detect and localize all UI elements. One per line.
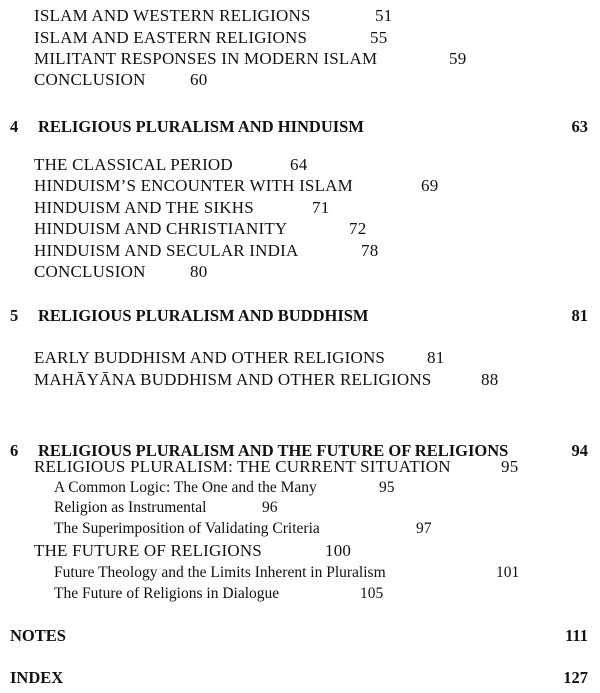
entry-page: 72 [349, 219, 367, 238]
subentry-page: 97 [416, 520, 432, 537]
chapter-title: RELIGIOUS PLURALISM AND HINDUISM [38, 117, 364, 136]
chapter-page: 94 [571, 441, 588, 460]
notes-title: NOTES [10, 626, 66, 645]
toc-entry [34, 198, 330, 218]
index-page: 127 [563, 668, 588, 687]
chapter-page: 63 [571, 117, 588, 136]
toc-subentry [54, 564, 520, 582]
entry-label: HINDUISM AND SECULAR INDIA [34, 241, 299, 260]
toc-entry [34, 28, 388, 48]
chapter-number: 4 [10, 117, 19, 136]
toc-section [34, 541, 352, 561]
subentry-page: 95 [379, 479, 395, 496]
entry-label: CONCLUSION [34, 70, 146, 89]
entry-page: 55 [370, 28, 388, 47]
subentry-page: 96 [262, 499, 278, 516]
toc-entry [34, 241, 379, 261]
chapter-title: RELIGIOUS PLURALISM AND THE FUTURE OF RELIGIONS [38, 441, 509, 460]
chapter-number: 6 [10, 441, 19, 460]
toc-subentry [54, 520, 432, 538]
subentry-label: Future Theology and the Limits Inherent in Pluralism [54, 564, 386, 581]
toc-entry [34, 176, 439, 196]
entry-page: 88 [481, 370, 499, 389]
notes-page: 111 [565, 626, 588, 645]
entry-label: HINDUISM AND THE SIKHS [34, 198, 254, 217]
section-page: 95 [501, 457, 519, 476]
toc-subentry [54, 499, 278, 517]
toc-entry [34, 49, 467, 69]
toc-subentry [54, 585, 384, 603]
entry-page: 69 [421, 176, 439, 195]
entry-page: 59 [449, 49, 467, 68]
entry-page: 71 [312, 198, 330, 217]
entry-label: CONCLUSION [34, 262, 146, 281]
index-title: INDEX [10, 668, 64, 687]
entry-page: 78 [361, 241, 379, 260]
toc-entry [34, 348, 445, 368]
entry-label: THE CLASSICAL PERIOD [34, 155, 233, 174]
section-label: THE FUTURE OF RELIGIONS [34, 541, 262, 560]
toc-section [34, 457, 519, 477]
entry-page: 60 [190, 70, 208, 89]
subentry-page: 101 [496, 564, 520, 581]
entry-label: MILITANT RESPONSES IN MODERN ISLAM [34, 49, 378, 68]
toc-subentry [54, 479, 395, 497]
toc-entry [34, 262, 208, 282]
section-page: 100 [325, 541, 352, 560]
entry-page: 80 [190, 262, 208, 281]
entry-label: HINDUISM’S ENCOUNTER WITH ISLAM [34, 176, 353, 195]
toc-entry [34, 155, 308, 175]
toc-entry [34, 370, 499, 390]
subentry-label: The Future of Religions in Dialogue [54, 585, 280, 602]
entry-label: ISLAM AND EASTERN RELIGIONS [34, 28, 308, 47]
chapter-title: RELIGIOUS PLURALISM AND BUDDHISM [38, 306, 369, 325]
entry-label: MAHĀYĀNA BUDDHISM AND OTHER RELIGIONS [34, 370, 432, 389]
entry-page: 64 [290, 155, 308, 174]
entry-label: HINDUISM AND CHRISTIANITY [34, 219, 288, 238]
section-label: RELIGIOUS PLURALISM: THE CURRENT SITUATION [34, 457, 451, 476]
subentry-label: A Common Logic: The One and the Many [54, 479, 317, 496]
subentry-label: The Superimposition of Validating Criteria [54, 520, 320, 537]
toc-entry [34, 6, 393, 26]
subentry-label: Religion as Instrumental [54, 499, 207, 516]
entry-label: EARLY BUDDHISM AND OTHER RELIGIONS [34, 348, 386, 367]
toc-entry [34, 219, 367, 239]
chapter-number: 5 [10, 306, 19, 325]
entry-label: ISLAM AND WESTERN RELIGIONS [34, 6, 311, 25]
entry-page: 51 [375, 6, 393, 25]
chapter-page: 81 [571, 306, 588, 325]
subentry-page: 105 [360, 585, 384, 602]
toc-entry [34, 70, 208, 90]
entry-page: 81 [427, 348, 445, 367]
